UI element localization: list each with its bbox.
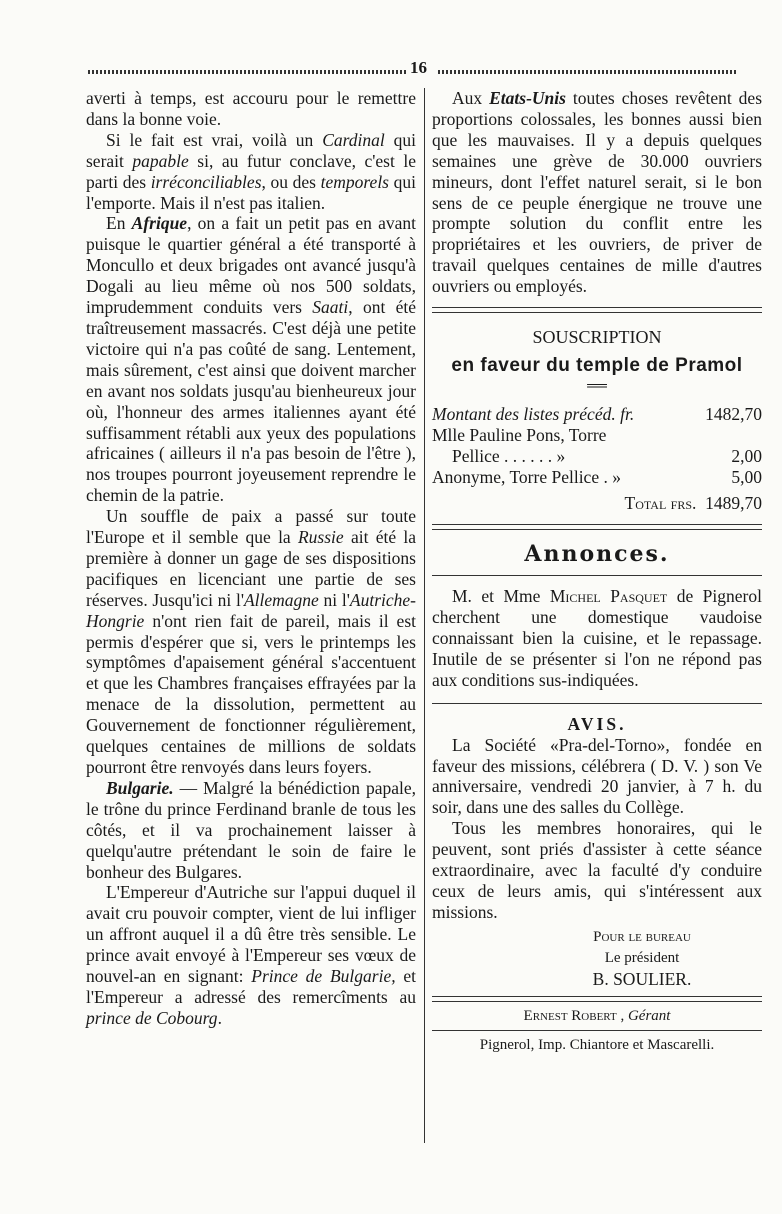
souscription-heading: SOUSCRIPTION xyxy=(532,327,662,348)
left-paragraph-autriche: L'Empereur d'Autriche sur l'appui duquel il avait cru pouvoir compter, vient de lui infliger un affront auquel il a dû être très sensible. Le prince avait envoyé à l'Empereur ses vœux de nouvel-an en signant: Prince de Bulgarie, et l'Empereur a adressé des remercîments au prince de Cobourg. xyxy=(86,882,417,1028)
section-rule xyxy=(432,307,762,313)
imprint-line: Pignerol, Imp. Chiantore et Mascarelli. xyxy=(479,1037,715,1054)
column-divider xyxy=(424,88,425,1143)
annonces-rule xyxy=(432,575,762,576)
annonces-section xyxy=(432,541,762,690)
souscription-line-2: Mlle Pauline Pons, Torre xyxy=(432,424,607,445)
footer-rule xyxy=(432,996,762,1002)
page-header xyxy=(88,60,748,80)
avis-section xyxy=(432,714,762,990)
avis-paragraph-1: La Société «Pra-del-Torno», fondée en faveur des missions, célébrera ( D. V. ) son Ve anniversaire, vendredi 20 janvier, à 7 h. du soir, dans une des salles du Collège. xyxy=(432,734,762,818)
avis-signature-name: B. SOULIER. xyxy=(592,968,692,989)
header-wavy-rule-left xyxy=(88,70,406,74)
souscription-total: Total frs. 1489,70 xyxy=(624,493,762,514)
left-column xyxy=(86,88,416,1029)
avis-signature-bureau: Pour le bureau xyxy=(593,928,691,945)
left-paragraph-bulgarie: Bulgarie. — Malgré la bénédiction papale, le trône du prince Ferdinand branle de tous les côtés, et il va prochainement laisser à quelqu'autre prétendant le soin de faire le bonheur des Bulgares. xyxy=(86,777,416,882)
gerant-line: Ernest Robert , Gérant xyxy=(523,1007,671,1024)
section-rule-3 xyxy=(432,703,762,704)
souscription-subheading: en faveur du temple de Pramol xyxy=(451,354,743,376)
ornament-dash: ══ xyxy=(587,378,607,394)
footer-rule-2 xyxy=(432,1030,762,1031)
avis-paragraph-2: Tous les membres honoraires, qui le peuvent, sont priés d'assister à cette séance extraordinaire, avec la faculté d'y conduire ceux de leurs amis, qui s'intéressent aux missions. xyxy=(432,818,762,922)
page-number: 16 xyxy=(410,58,427,77)
souscription-line-4: Anonyme, Torre Pellice . » 5,00 xyxy=(432,466,762,487)
avis-signature-president: Le président xyxy=(604,949,680,966)
annonces-body: M. et Mme Michel Pasquet de Pignerol cherchent une domestique vaudoise connaissant bien la cuisine, et le repassage. Inutile de se présenter si l'on ne répond pas aux conditions sus-indiquées. xyxy=(432,586,762,690)
left-paragraph-europe: Un souffle de paix a passé sur toute l'Europe et il semble que la Russie ait été la première à donner un gage de ses dispositions pacifiques en licenciant une partie de ses réserves. Jusqu'ici ni l'Allemagne ni l'Autriche-Hongrie n'ont rien fait de pareil, mais il est permis d'espérer que si, vers le printemps les symptômes d'apaisement général s'accentuent et que les Chambres françaises effrayées par la menace de la dissolution, permettent au Gouvernement de fonctionner régulièrement, quelques centaines de millions de soldats pourront être renvoyés dans leurs foyers. xyxy=(86,506,416,777)
annonces-heading: Annonces. xyxy=(524,541,670,568)
left-paragraph-cardinal: Si le fait est vrai, voilà un Cardinal qui serait papable si, au futur conclave, c'est le parti des irréconciliables, ou des temporels qui l'emporte. Mais il n'est pas italien. xyxy=(86,129,417,213)
souscription-line-1: Montant des listes précéd. fr. 1482,70 xyxy=(432,403,762,424)
right-column xyxy=(432,88,762,1056)
left-paragraph-1: averti à temps, est accouru pour le remettre dans la bonne voie. xyxy=(86,88,416,129)
header-wavy-rule-right xyxy=(438,70,738,74)
souscription-line-3: Pellice . . . . . . » 2,00 xyxy=(452,445,762,466)
left-paragraph-afrique: En Afrique, on a fait un petit pas en avant puisque le quartier général a été transporté à Moncullo et deux brigades ont avancé jusqu'à Dogali au lieu même où nos 500 soldats, imprudemment conduits vers Saati, ont été traîtreusement massacrés. C'est déjà une petite victoire qui n'a pas coûté de sang. Lentement, mais sûrement, c'est ainsi que doivent marcher en avant nos soldats jusqu'au bienheureux jour où, l'honneur des armes italiennes ayant été suffisamment rétabli aux yeux des populations africaines ( ailleurs il n'a pas besoin de l'être ), nos troupes pourront joyeusement reprendre le chemin de la patrie. xyxy=(86,213,416,506)
section-rule-2 xyxy=(432,524,762,530)
souscription-section xyxy=(432,327,762,514)
avis-heading: AVIS. xyxy=(567,713,627,734)
right-paragraph-etats-unis: Aux Etats-Unis toutes choses revêtent des proportions colossales, les bonnes aussi bien que les mauvaises. Il y a depuis quelques semaines une grève de 30.000 ouvriers mineurs, dont l'effet naturel serait, si le bon sens de ce peuple énergique ne trouve une prompte solution du conflit entre les propriétaires et les ouvriers, de priver de travail quelques centaines de mille d'autres ouvriers ou employés. xyxy=(432,88,763,297)
